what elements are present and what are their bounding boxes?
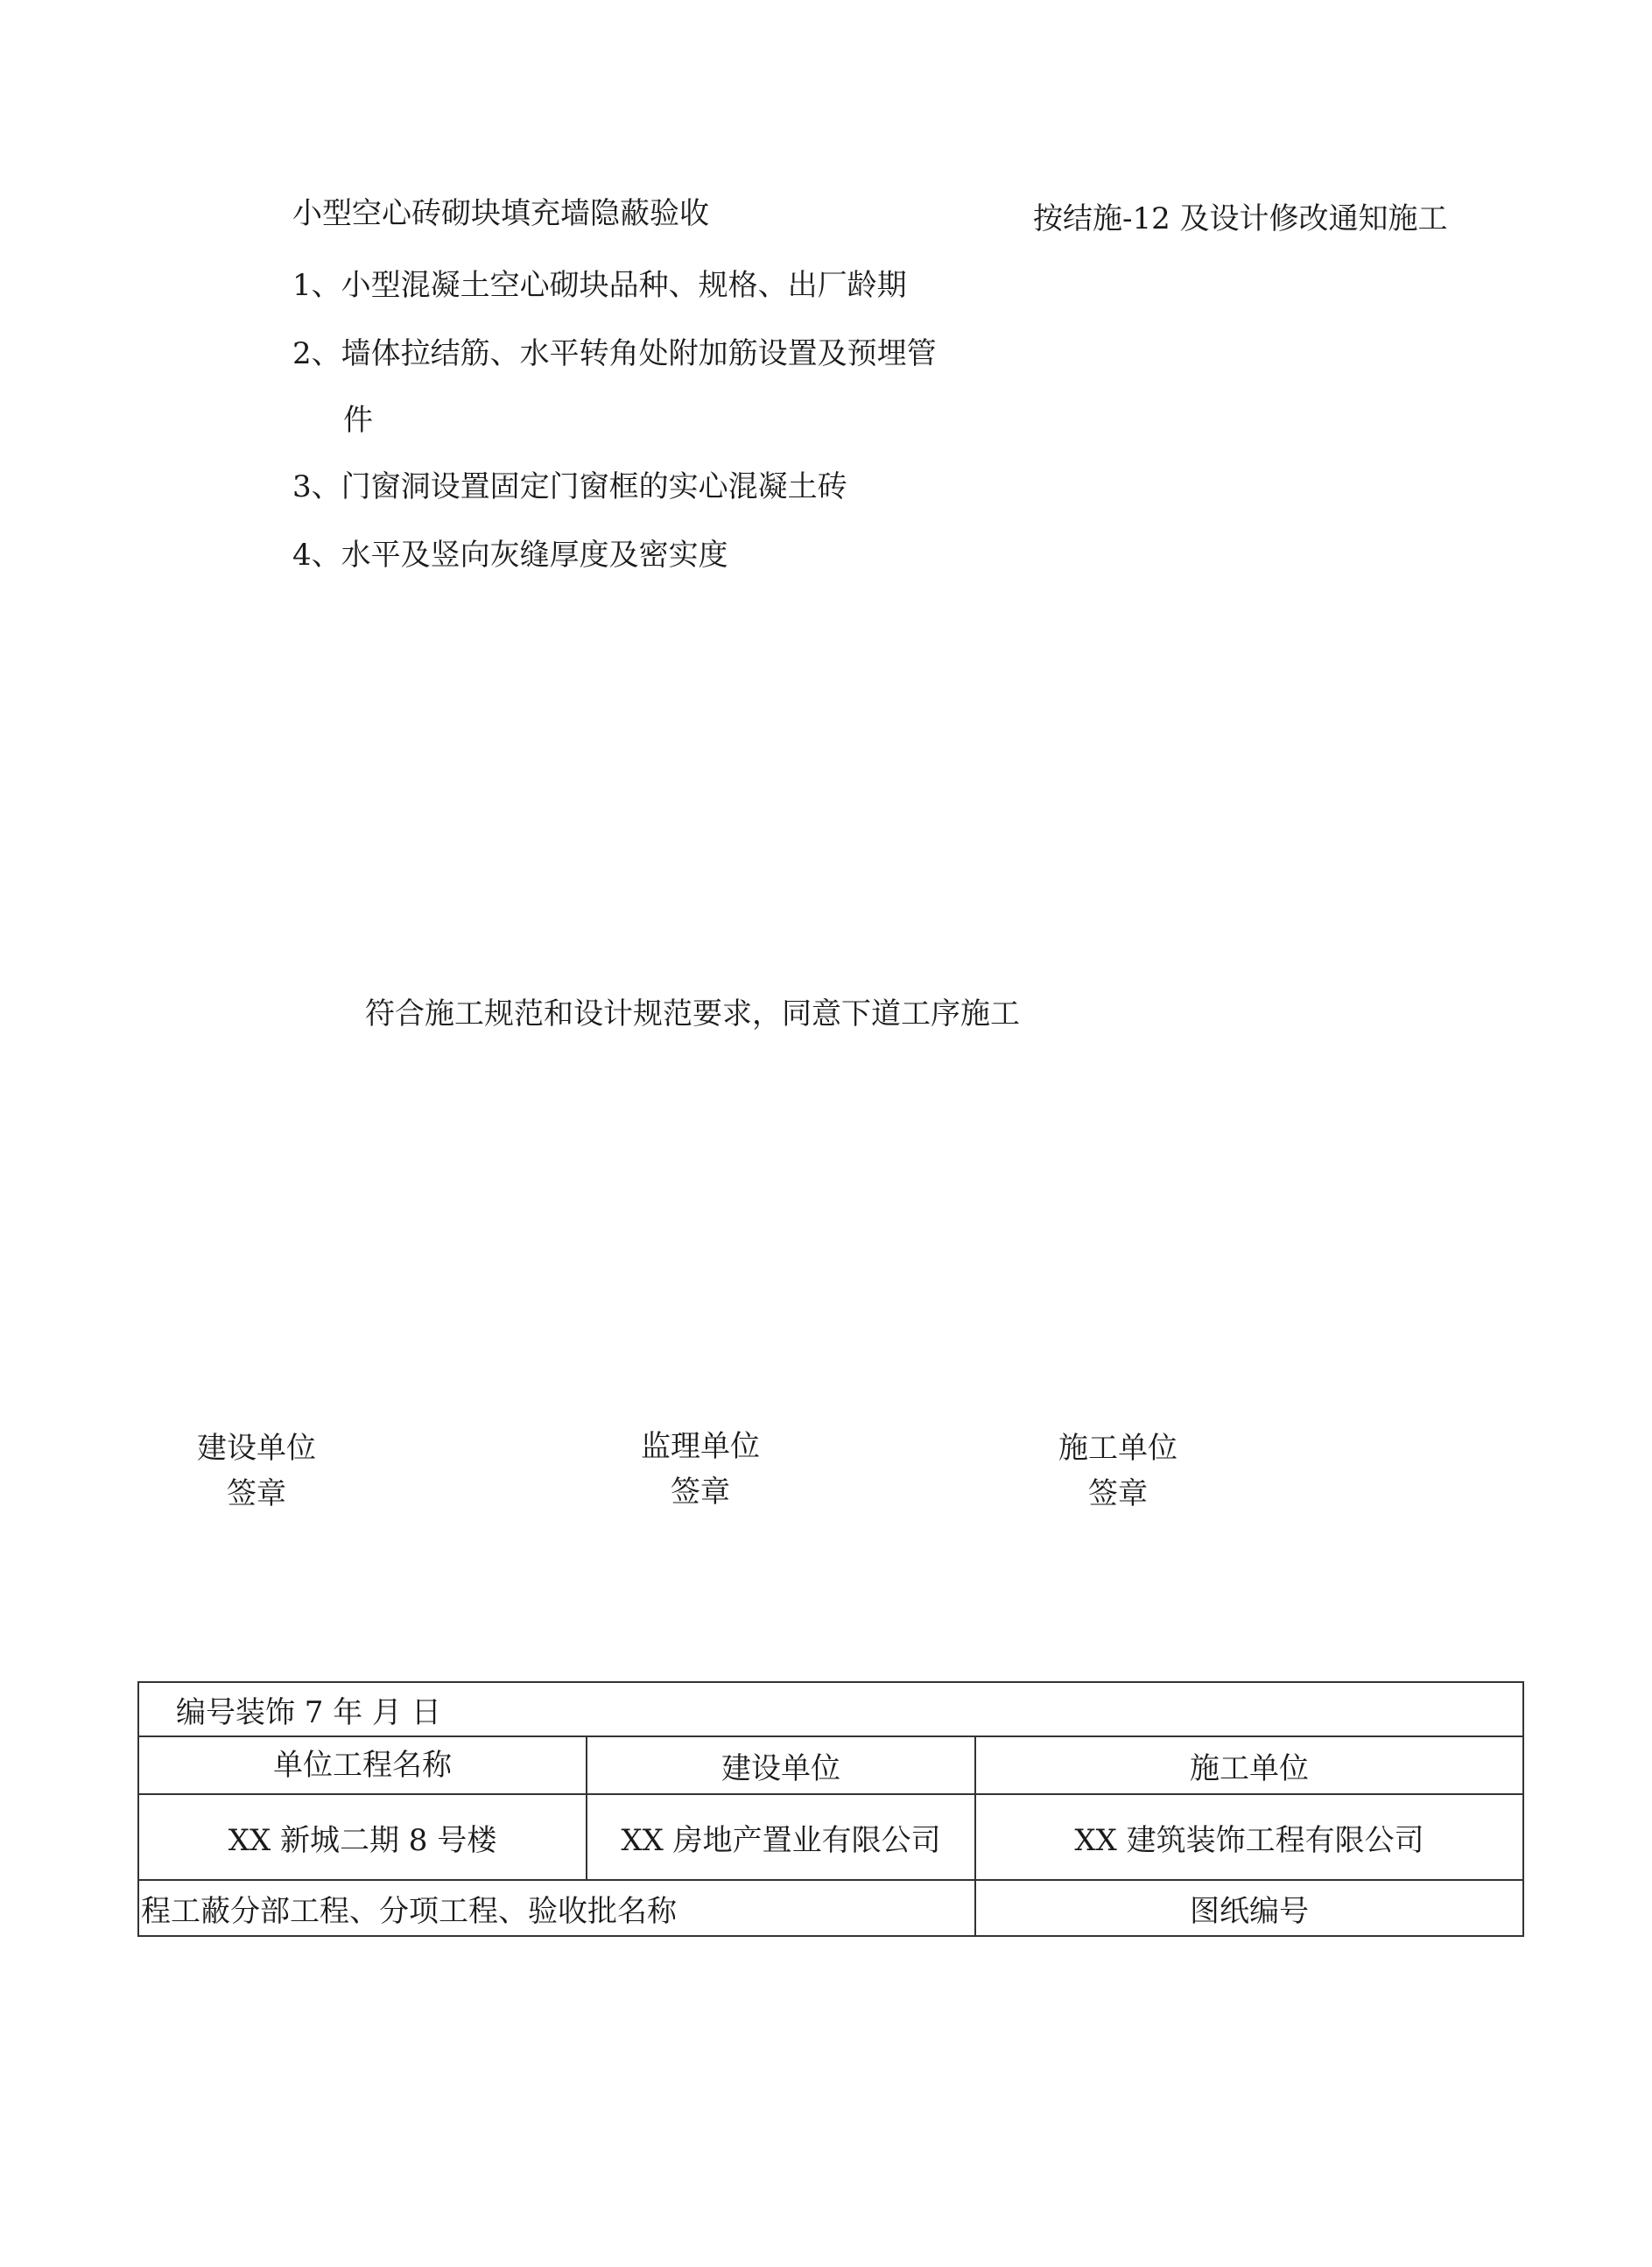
- inspection-item-1: 1、小型混凝土空心砌块品种、规格、出厂龄期: [292, 268, 907, 303]
- inspection-item-2: 2、墙体拉结筋、水平转角处附加筋设置及预埋管: [292, 336, 937, 371]
- signature-contractor: [1030, 1426, 1206, 1517]
- signature-seal-label: 签章: [671, 1475, 730, 1510]
- header-contractor: 施工单位: [975, 1736, 1523, 1794]
- work-name-label: 程工蔽分部工程、分项工程、验收批名称: [138, 1880, 975, 1936]
- inspection-conclusion: 符合施工规范和设计规范要求，同意下道工序施工: [365, 996, 1020, 1031]
- inspection-item-4: 4、水平及竖向灰缝厚度及密实度: [292, 538, 728, 573]
- cell-contractor: XX 建筑装饰工程有限公司: [975, 1794, 1523, 1880]
- serial-date-line: 编号装饰 7 年 月 日: [138, 1682, 1523, 1736]
- signature-seal-label: 签章: [227, 1476, 286, 1511]
- signature-unit-label: 施工单位: [1058, 1431, 1177, 1466]
- cell-builder: XX 房地产置业有限公司: [587, 1794, 975, 1880]
- signature-builder: [169, 1426, 344, 1517]
- signature-supervisor: [613, 1424, 788, 1515]
- table-row: [138, 1682, 1523, 1736]
- signature-unit-label: 监理单位: [641, 1429, 760, 1464]
- table-row: [138, 1736, 1523, 1794]
- header-builder: 建设单位: [587, 1736, 975, 1794]
- project-info-table: [137, 1681, 1524, 1937]
- construction-basis: 按结施-12 及设计修改通知施工: [1033, 201, 1448, 236]
- table-row: [138, 1794, 1523, 1880]
- inspection-title: 小型空心砖砌块填充墙隐蔽验收: [292, 196, 709, 231]
- table-row: [138, 1880, 1523, 1936]
- cell-unit-project: XX 新城二期 8 号楼: [138, 1794, 587, 1880]
- inspection-item-2-continued: 件: [343, 403, 373, 438]
- inspection-item-3: 3、门窗洞设置固定门窗框的实心混凝土砖: [292, 469, 847, 504]
- drawing-number-label: 图纸编号: [975, 1880, 1523, 1936]
- signature-seal-label: 签章: [1088, 1476, 1148, 1511]
- header-unit-project: 单位工程名称: [138, 1736, 587, 1794]
- signature-unit-label: 建设单位: [197, 1431, 316, 1466]
